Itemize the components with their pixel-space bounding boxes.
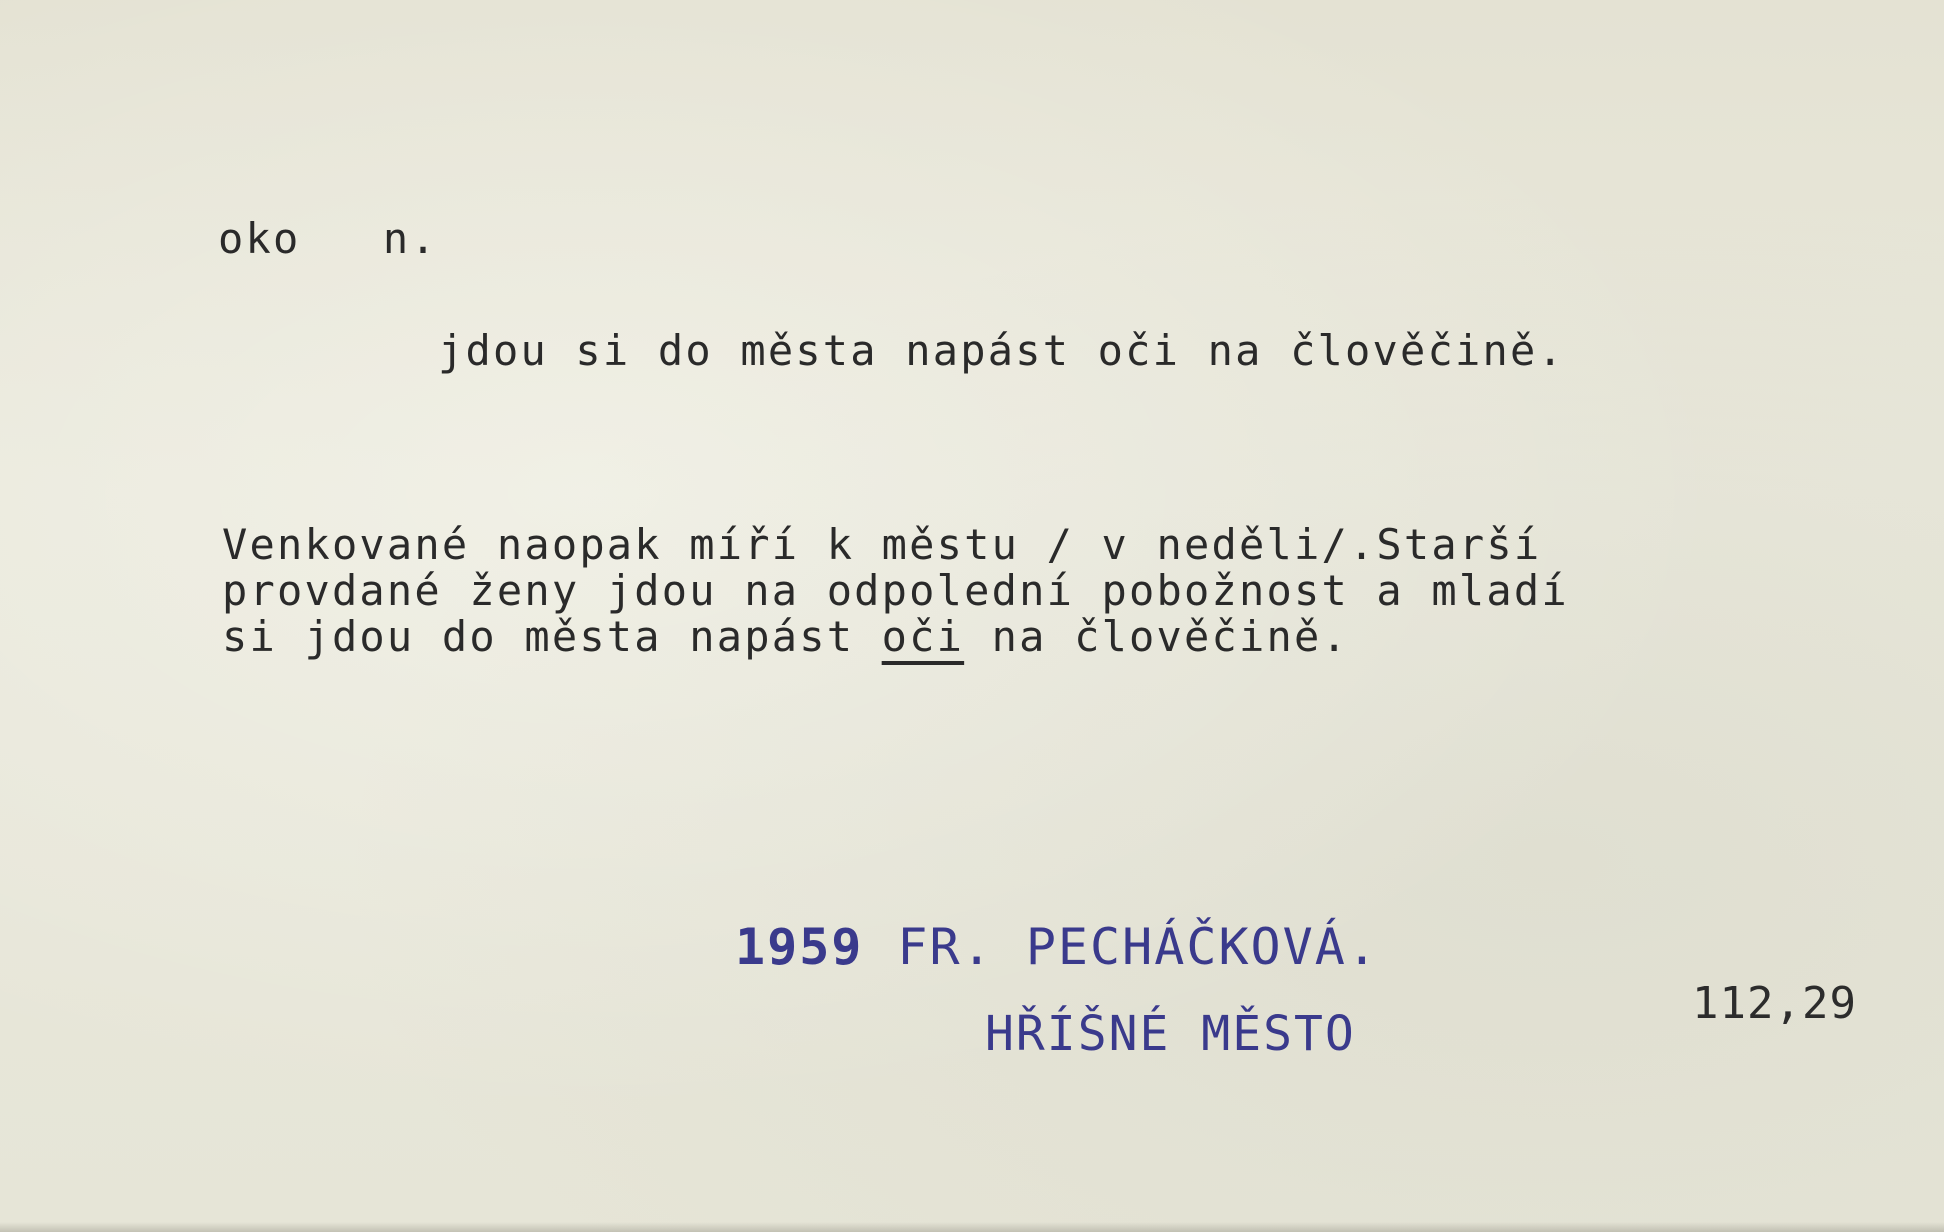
source-title: HŘÍŠNÉ MĚSTO (985, 1006, 1356, 1062)
underlined-word: oči (881, 612, 965, 661)
headword: oko n. (218, 214, 438, 263)
context-paragraph (222, 522, 1569, 660)
paragraph-line-3-end: na člověčině. (964, 612, 1349, 661)
paragraph-line-3-start: si jdou do města napást (222, 612, 882, 661)
paragraph-line-2: provdané ženy jdou na odpolední pobožnost a mladí (222, 566, 1569, 615)
paragraph-line-1: Venkované naopak míří k městu / v neděli/.Starší (222, 520, 1542, 569)
page-reference: 112,29 (1692, 978, 1857, 1029)
quoted-phrase: jdou si do města napást oči na člověčině. (438, 326, 1565, 375)
source-year: 1959 (735, 918, 864, 976)
source-author: FR. PECHÁČKOVÁ. (897, 918, 1379, 976)
source-stamp-author (735, 918, 1379, 976)
